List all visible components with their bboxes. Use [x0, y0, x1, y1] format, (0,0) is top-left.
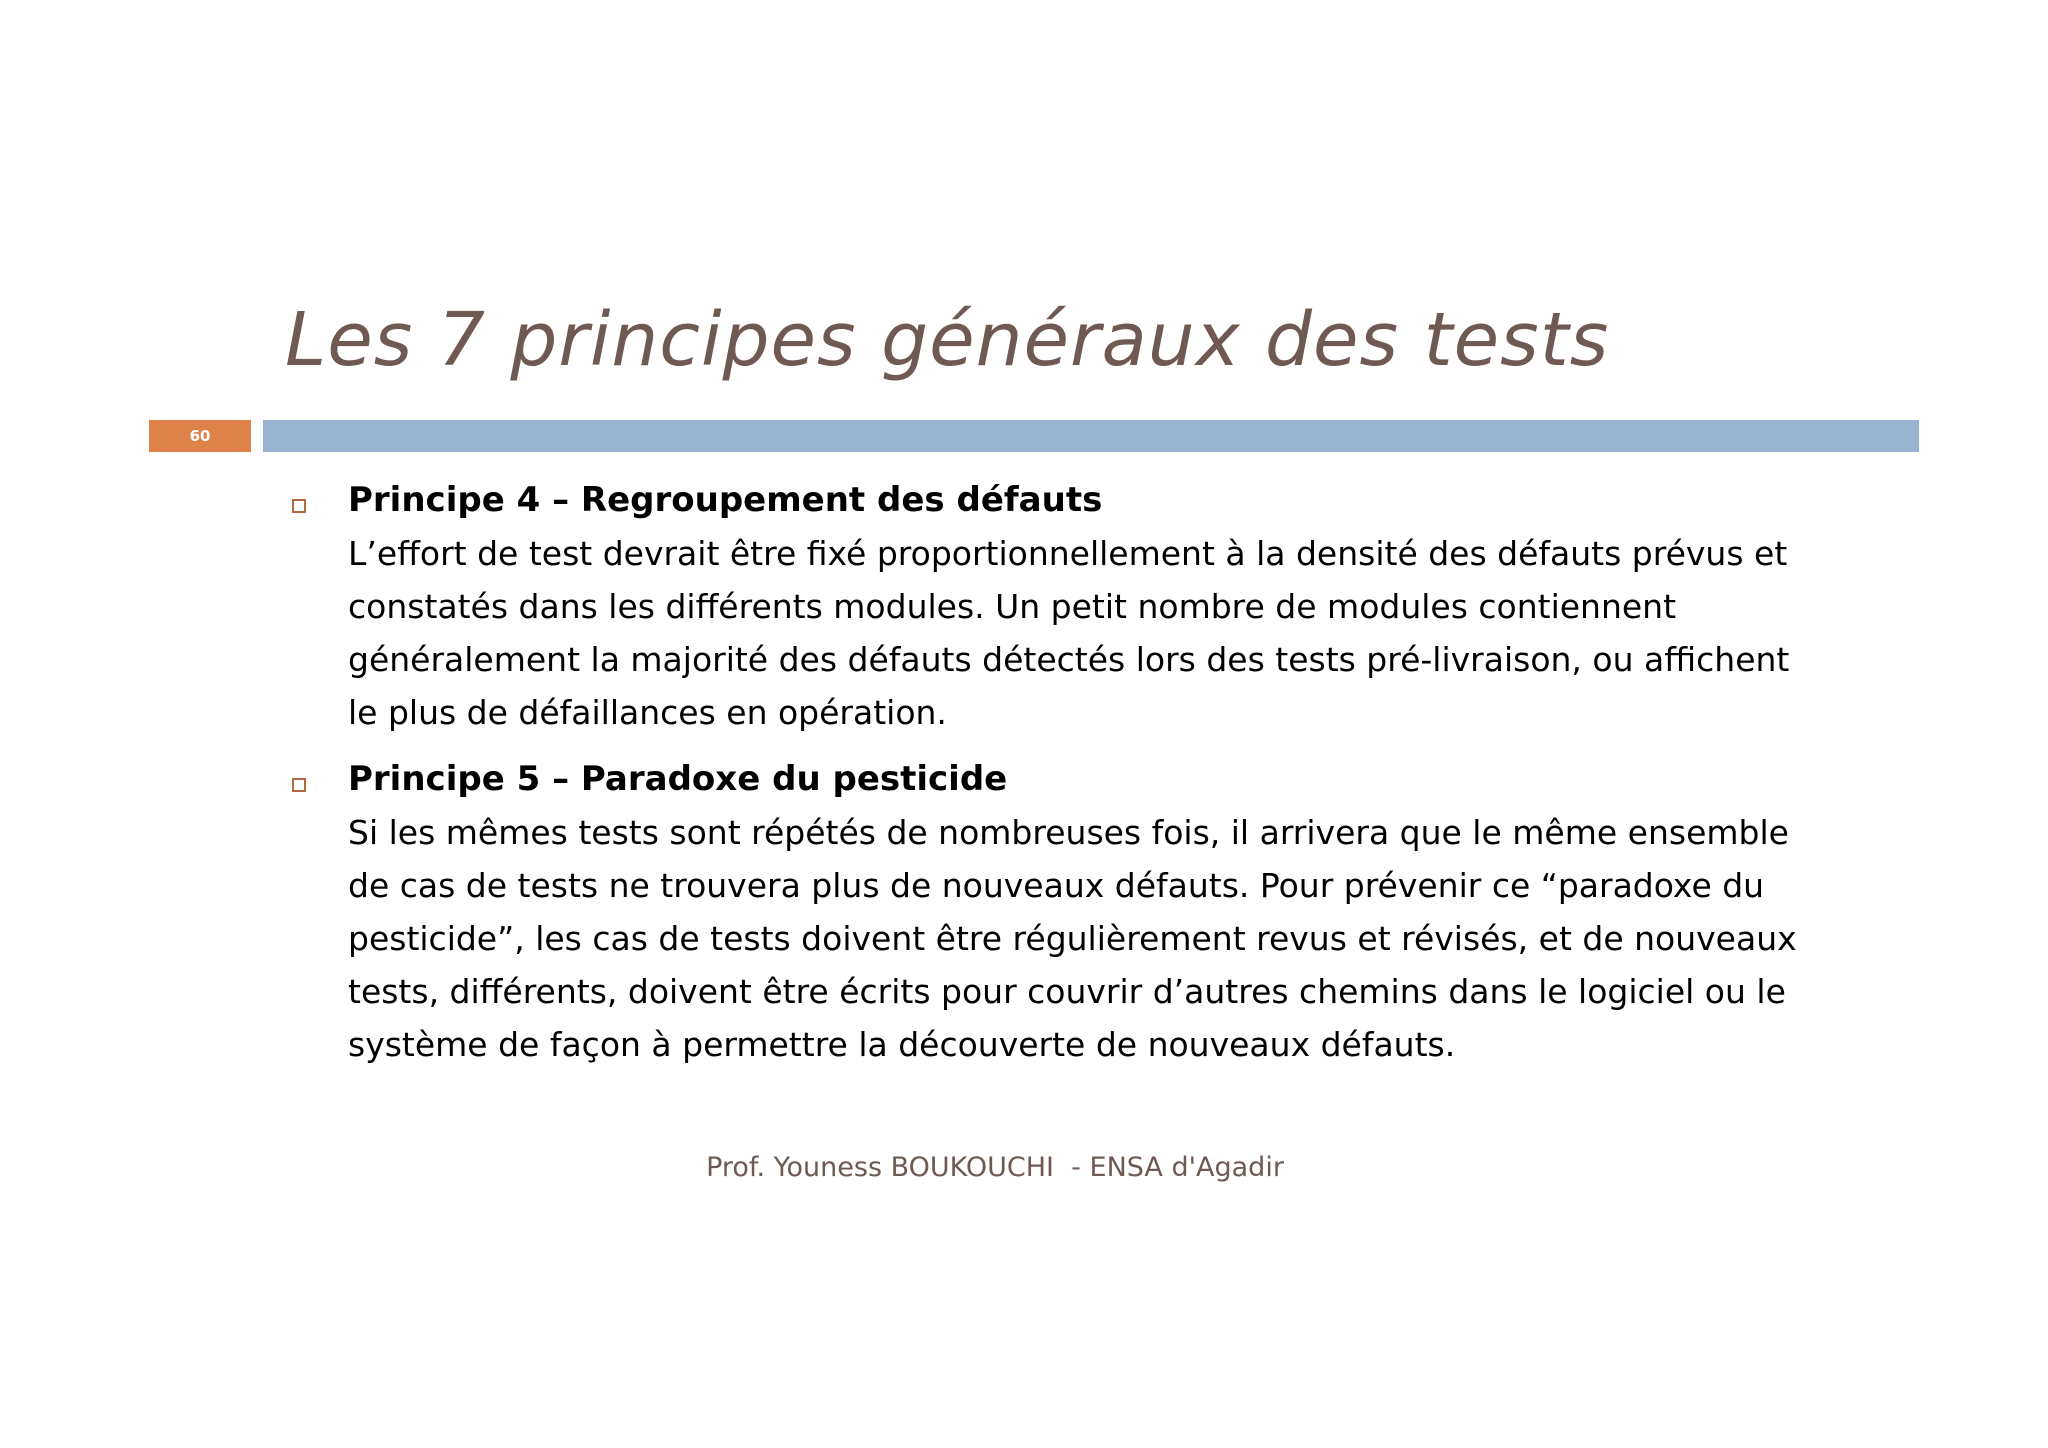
bullet-principle-5 — [285, 753, 1805, 1071]
page-number: 60 — [149, 420, 251, 452]
title-divider-bar — [263, 420, 1919, 452]
principle-text: L’effort de test devrait être fixé proportionnellement à la densité des défauts prévus et constatés dans les différents modules. Un petit nombre de modules contiennent généralement la majorité des défauts détectés lors des tests pré-livraison, ou affichent le plus de défaillances en opération. — [348, 534, 1790, 732]
slide-content — [285, 474, 1805, 1085]
slide-title: Les 7 principes généraux des tests — [285, 297, 1610, 383]
footer-author: Prof. Youness BOUKOUCHI - ENSA d'Agadir — [706, 1152, 1284, 1183]
square-bullet-icon — [292, 778, 306, 792]
principle-heading: Principe 4 – Regroupement des défauts — [348, 480, 1103, 520]
bullet-principle-4 — [285, 474, 1805, 739]
principle-heading: Principe 5 – Paradoxe du pesticide — [348, 759, 1008, 799]
principle-text: Si les mêmes tests sont répétés de nombreuses fois, il arrivera que le même ensemble de cas de tests ne trouvera plus de nouveaux défauts. Pour prévenir ce “paradoxe du pesticide”, les cas de tests doivent être régulièrement revus et révisés, et de nouveaux tests, différents, doivent être écrits pour couvrir d’autres chemins dans le logiciel ou le système de façon à permettre la découverte de nouveaux défauts. — [348, 813, 1797, 1064]
square-bullet-icon — [292, 499, 306, 513]
